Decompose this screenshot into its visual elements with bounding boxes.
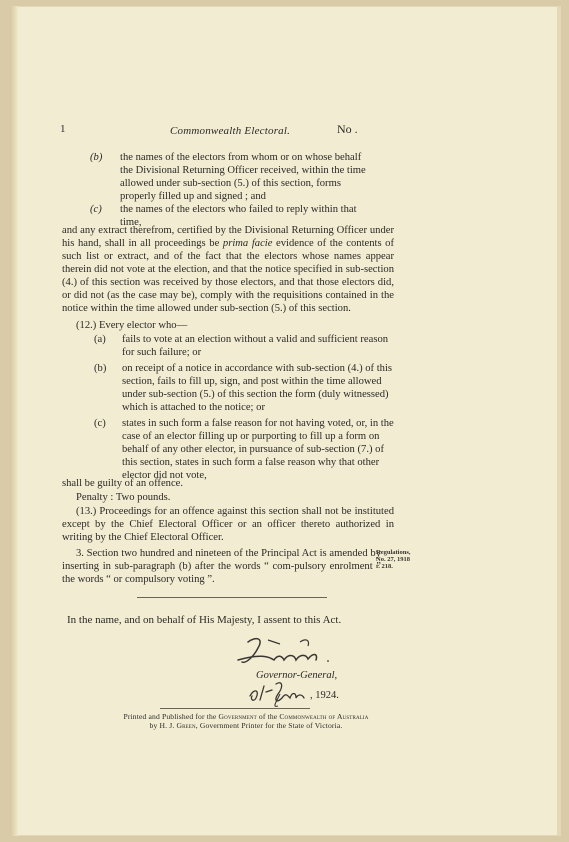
imprint-text: , Government Printer for the State of Victoria. (195, 721, 343, 730)
item-text: the names of the electors who failed to reply within that time, (120, 204, 357, 228)
subsection-13: (13.) Proceedings for an offence against this section shall not be instituted except by the Chief Electoral Officer or an officer thereto authorized in writing by the Chief Electoral Officer. (62, 506, 394, 543)
printer-imprint (83, 712, 409, 730)
imprint-text: Green (176, 721, 196, 730)
imprint-text: Commonwealth of Australia (279, 712, 369, 721)
subsection-12-list (94, 333, 394, 485)
assent-year: , 1924. (310, 690, 339, 701)
subsection-list-a (90, 151, 375, 229)
imprint-line-2 (83, 721, 409, 730)
offence-clause: shall be guilty of an offence. (62, 478, 184, 489)
divider (137, 597, 327, 598)
list-item (94, 333, 394, 359)
page-mark: 1 (60, 123, 66, 135)
item-text: fails to vote at an election without a valid and sufficient reason for such failure; or (122, 334, 389, 358)
item-label: (b) (94, 363, 107, 374)
imprint-line-1 (83, 712, 409, 721)
page-content (10, 6, 561, 836)
running-title: Commonwealth Electoral. (170, 125, 291, 137)
imprint-text: by H. J. (149, 721, 177, 730)
handwritten-date (246, 678, 306, 708)
item-text: states in such form a false reason for not having voted, or, in the case of an elector filling up or purporting to fill up a form on behalf of any other elector, in pursuance of sub-section (7.) of this section, states in such form a false reason why that other elector did not vote, (122, 418, 394, 481)
item-text: on receipt of a notice in accordance with sub-section (4.) of this section, fails to fill up, sign, and post within the time allowed under sub-section (5.) of this section the form (duly witnessed) which is attached to the notice; or (122, 363, 393, 413)
penalty-line: Penalty : Two pounds. (76, 492, 171, 503)
governor-signature (230, 634, 340, 668)
governor-general-title: Governor-General, (256, 670, 338, 681)
item-label: (c) (94, 418, 106, 429)
item-text: the names of the electors from whom or on whose behalf the Divisional Returning Officer received, within the time allowed under sub-section (5.) of this section, forms properly filled up and signed ; and (120, 152, 366, 202)
item-label: (a) (94, 334, 106, 345)
imprint-text: of the (256, 712, 280, 721)
paragraph-text-start: and any extract therefrom, certified by the Divisional Returning Officer under his hand, shall in all proceedings be (62, 225, 394, 249)
item-label: (c) (90, 204, 102, 215)
list-item (94, 362, 394, 414)
section-3: 3. Section two hundred and nineteen of the Principal Act is amended by inserting in sub-paragraph (b) after the words “ com-pulsory enrolment ” the words “ or compulsory voting ”. (62, 548, 381, 585)
document-page (10, 6, 561, 836)
list-item (90, 151, 375, 203)
prima-facie-phrase: prima facie (222, 238, 273, 249)
assent-statement: In the name, and on behalf of His Majesty, I assent to this Act. (67, 614, 342, 626)
subsection-12-intro: (12.) Every elector who— (76, 320, 188, 331)
item-label: (b) (90, 152, 103, 163)
margin-note-line: r. 218. (376, 563, 393, 570)
margin-note-line: No. 27, 1918 (376, 556, 410, 563)
paragraph-text-end: evidence of the contents of such list or extract, and of the fact that the electors whose names appear therein did not vote at the election, and that the notice specified in sub-section (4.) of this section was received by those electors, and that those electors did, or did not (as the case may be), comply with the requisitions contained in the notice within the time allowed under sub-section (5.) of this section. (62, 238, 395, 314)
margin-note (376, 549, 446, 570)
margin-note-line: Regulations, (376, 549, 411, 556)
act-number-label: No . (337, 122, 358, 136)
imprint-text: Government (218, 712, 257, 721)
list-item (94, 417, 394, 482)
divider (160, 708, 310, 709)
evidence-paragraph (62, 224, 394, 315)
imprint-text: Printed and Published for the (123, 712, 219, 721)
